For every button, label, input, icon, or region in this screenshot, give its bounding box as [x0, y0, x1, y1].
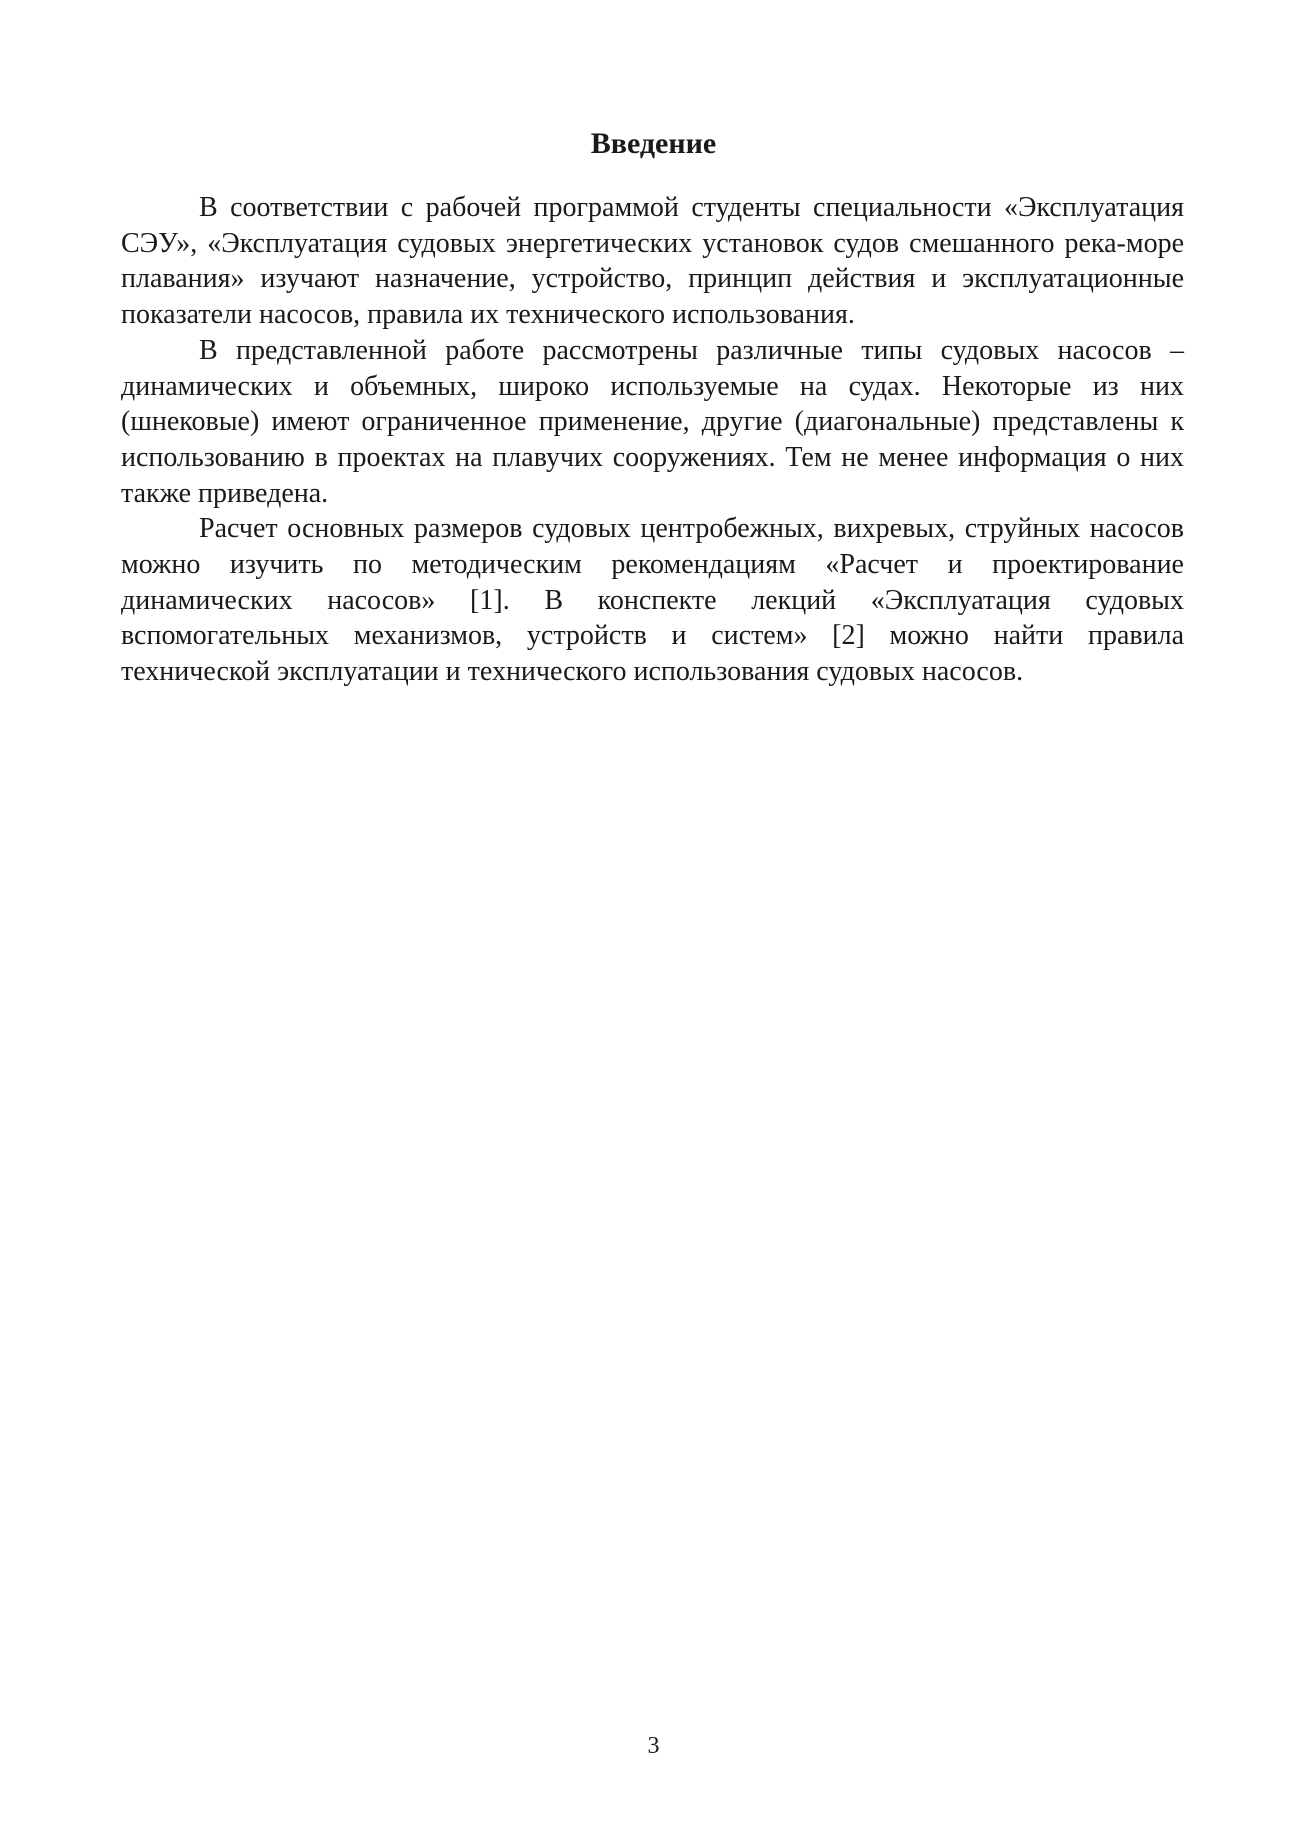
- body-text: [121, 190, 1184, 690]
- section-heading: Введение: [590, 127, 717, 160]
- page-number: 3: [647, 1733, 660, 1759]
- paragraph-2: В представленной работе рассмотрены различные типы судовых насосов – динамических и объемных, широко используемые на судах. Некоторые из них (шнековые) имеют ограниченное применение, другие (диагональные) представлены к использованию в проектах на плавучих сооружениях. Тем не менее информация о них также приведена.: [121, 334, 1184, 509]
- paragraph-3: Расчет основных размеров судовых центробежных, вихревых, струйных насосов можно изучить по методическим рекомендациям «Расчет и проектирование динамических насосов» [1]. В конспекте лекций «Эксплуатация судовых вспомогательных механизмов, устройств и систем» [2] можно найти правила технической эксплуатации и технического использования судовых насосов.: [121, 513, 1184, 688]
- paragraph-1: В соответствии с рабочей программой студенты специальности «Эксплуатация СЭУ», «Эксплуатация судовых энергетических установок судов смешанного река-море плавания» изучают назначение, устройство, принцип действия и эксплуатационные показатели насосов, правила их технического использования.: [121, 192, 1184, 331]
